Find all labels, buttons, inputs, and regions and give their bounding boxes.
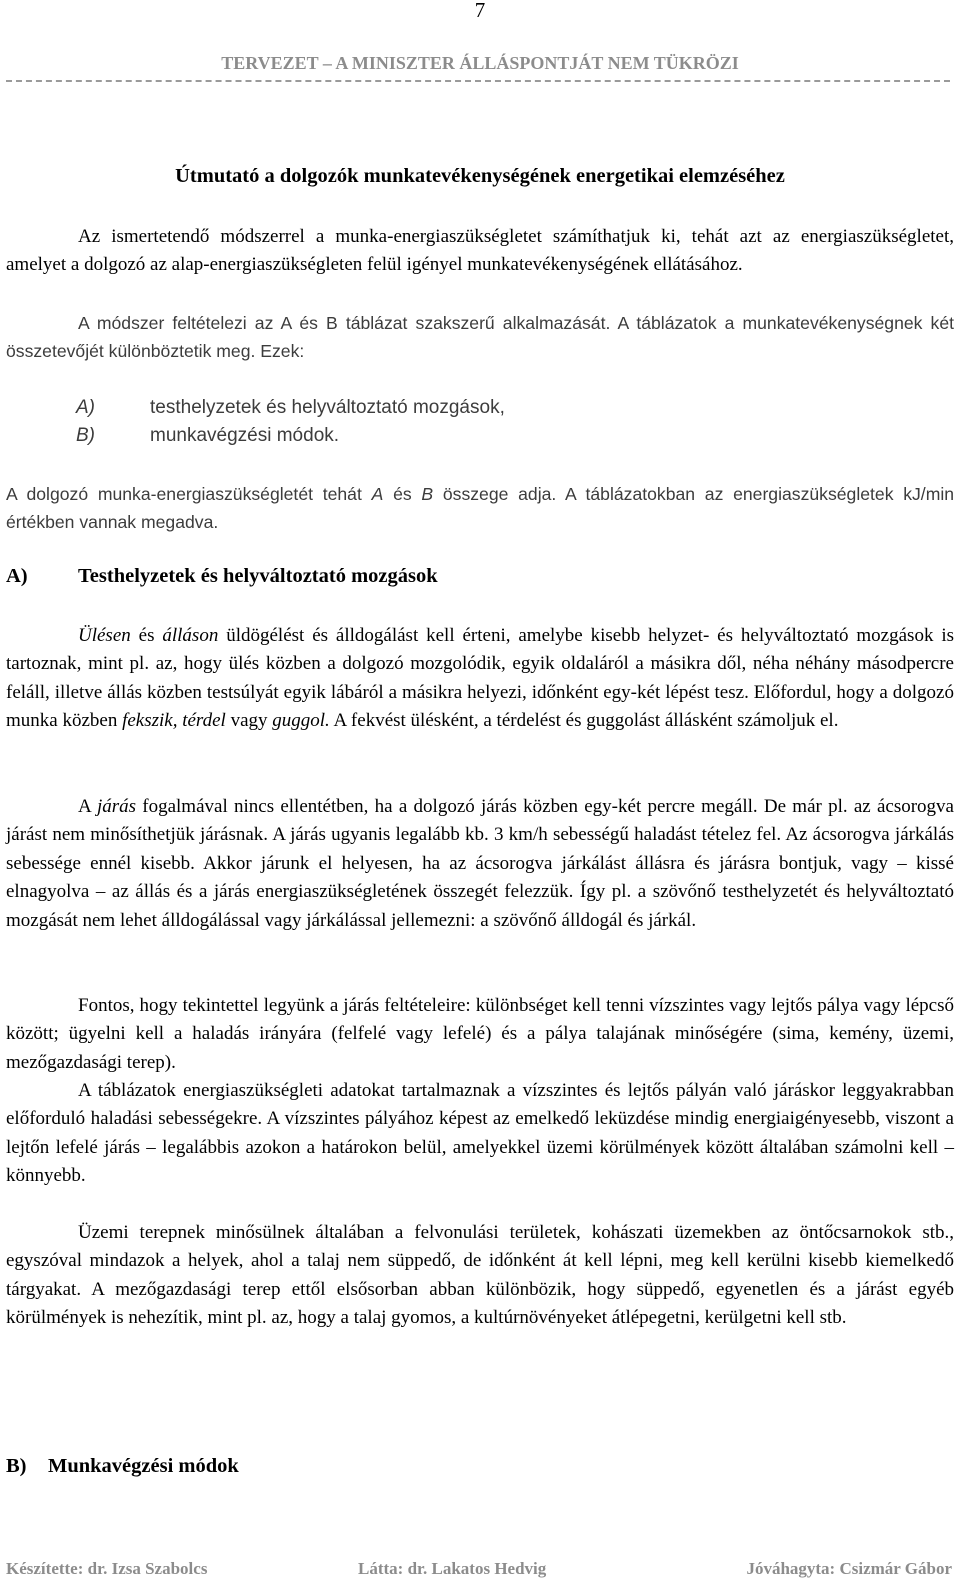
term-standing: álláson xyxy=(162,625,219,646)
summary-paragraph xyxy=(6,480,954,537)
section-b-heading xyxy=(6,1455,239,1478)
summary-text: és xyxy=(393,484,412,504)
list-item-text: munkavégzési módok. xyxy=(150,425,340,447)
document-title: Útmutató a dolgozók munkatevékenységének energetikai elemzéséhez xyxy=(175,165,785,187)
header-divider xyxy=(6,80,950,82)
summary-text: összege adja. A táblázatokban az energiaszükségletek kJ/min értékben vannak megadva. xyxy=(6,484,955,533)
component-list xyxy=(76,394,505,451)
term-walking: járás xyxy=(96,796,137,817)
list-item xyxy=(76,394,505,422)
section-heading-text: Testhelyzetek és helyváltoztató mozgások xyxy=(78,565,438,587)
summary-term-a: A xyxy=(371,484,384,504)
paragraph-text: A xyxy=(78,796,97,817)
section-a-heading xyxy=(6,565,438,588)
term-sitting: Ülésen xyxy=(78,625,131,646)
footer-approved-by: Jóváhagyta: Csizmár Gábor xyxy=(746,1559,952,1578)
sitting-standing-paragraph xyxy=(6,622,954,736)
paragraph-text: A fekvést ülésként, a térdelést és guggolást állásként számoljuk el. xyxy=(329,710,839,732)
term-squatting: guggol. xyxy=(272,710,330,732)
list-marker: A) xyxy=(76,397,95,418)
summary-term-b: B xyxy=(421,484,434,504)
paragraph-text: és xyxy=(130,625,163,646)
list-marker: B) xyxy=(76,425,95,447)
terrain-paragraph: Üzemi terepnek minősülnek általában a felvonulási területek, kohászati üzemekben az öntőcsarnokok stb., egyszóval mindazok a helyek, ahol a talaj nem süppedő, de időnként át kell lépni, meg kell kerülni kisebb kiemelkedő tárgyakat. A mezőgazdasági terep ettől elsősorban abban különbözik, hogy süppedő, egyenetlen és a járást egyéb körülmények is nehezítik, mint pl. az, hogy a talaj gyomos, a kultúrnövényeket átlépegetni, kerülgetni kell stb. xyxy=(6,1222,954,1329)
list-item xyxy=(76,422,505,450)
paragraph-text: fogalmával nincs ellentétben, ha a dolgozó járás közben egy-két percre megáll. De már pl. az ácsorogva járást nem minősíthetjük járásnak. A járás ugyanis legalább kb. 3 km/h sebességű haladást tételez fel. Az ácsorogva járkálás sebessége ennél kisebb. Akkor járunk el helyesen, ha az ácsorogva járkálást állásra és járásra bontjuk, vagy – kissé elnagyolva – az állás és a járás energiaszükségletének összegét felezzük. Így pl. a szövőnő testhelyzetét és helyváltoztató mozgását nem lehet álldogálással vagy járkálással jellemezni: a szövőnő álldogál és járkál. xyxy=(6,796,954,931)
summary-text: A dolgozó munka-energiaszükségletét tehát xyxy=(6,484,362,504)
term-lying-kneeling: fekszik, térdel xyxy=(122,710,226,732)
section-marker: B) xyxy=(6,1455,27,1477)
list-item-text: testhelyzetek és helyváltoztató mozgások, xyxy=(150,397,505,418)
paragraph-text: üldögélést és álldogálást kell érteni, amelybe kisebb helyzet- és helyváltoztató mozgások is tartoznak, mint pl. az, hogy ülés közben a dolgozó mozgolódik, egyik oldaláról a másikra dől, néha néhány másodpercre feláll, illetve állás közben testsúlyát egyik lábáról a másikra helyezi, időnként egy-két lépést tesz. Előfordul, hogy a dolgozó munka közben xyxy=(6,625,954,732)
footer-reviewed-by: Látta: dr. Lakatos Hedvig xyxy=(358,1559,547,1578)
draft-notice: TERVEZET – A MINISZTER ÁLLÁSPONTJÁT NEM TÜKRÖZI xyxy=(221,53,739,73)
walking-conditions-paragraph: Fontos, hogy tekintettel legyünk a járás feltételeire: különbséget kell tenni vízszintes vagy lejtős pálya vagy lépcső között; ügyelni kell a haladás irányára (felfelé vagy lefelé) és a pálya talajának minőségére (sima, kemény, üzemi, mezőgazdasági terep). xyxy=(6,995,954,1073)
walking-paragraph xyxy=(6,793,954,935)
footer-prepared-by: Készítette: dr. Izsa Szabolcs xyxy=(6,1559,208,1578)
section-marker: A) xyxy=(6,565,28,587)
method-paragraph: A módszer feltételezi az A és B táblázat szakszerű alkalmazását. A táblázatok a munkatevékenységnek két összetevőjét különböztetik meg. Ezek: xyxy=(6,313,954,362)
paragraph-text: vagy xyxy=(225,710,273,732)
page-number: 7 xyxy=(474,0,486,22)
section-heading-text: Munkavégzési módok xyxy=(48,1455,239,1477)
intro-paragraph: Az ismertetendő módszerrel a munka-energiaszükségletet számíthatjuk ki, tehát azt az energiaszükségletet, amelyet a dolgozó az alap-energiaszükségleten felül igényel munkatevékenységének ellátásához. xyxy=(6,226,954,276)
speed-tables-paragraph: A táblázatok energiaszükségleti adatokat tartalmaznak a vízszintes és lejtős pályán való járáskor leggyakrabban előforduló haladási sebességekre. A vízszintes pályához képest az emelkedő leküzdése mindig energiaigényesebb, viszont a lejtőn lefelé járás – legalábbis azokon a határokon belül, amelyekkel üzemi körülmények között általában számolni kell – könnyebb. xyxy=(6,1080,954,1187)
